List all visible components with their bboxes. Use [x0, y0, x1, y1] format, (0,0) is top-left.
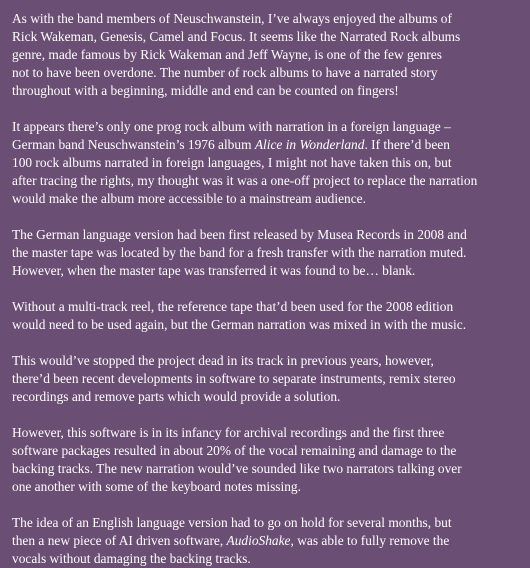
text-segment: would need to be used again, but the German narration was mixed in with the music. [12, 317, 467, 332]
text-segment: German band Neuschwanstein’s 1976 album [12, 137, 255, 152]
text-segment: It appears there’s only one prog rock album with narration in a foreign language – [12, 119, 451, 134]
text-line [12, 514, 520, 532]
text-line [12, 190, 520, 208]
text-segment: The German language version had been first released by Musea Records in 2008 and [12, 227, 467, 242]
italic-title: Alice in Wonderland [254, 137, 365, 152]
text-segment: the master tape was located by the band for a fresh transfer with the narration muted. [12, 245, 467, 260]
text-line [12, 226, 520, 244]
paragraph [12, 226, 520, 280]
text-line [12, 82, 520, 100]
text-line [12, 370, 520, 388]
text-line [12, 478, 520, 496]
paragraph [12, 514, 520, 568]
text-segment: As with the band members of Neuschwanstein, I’ve always enjoyed the albums of [12, 11, 452, 26]
text-segment: vocals without damaging the backing tracks. [12, 551, 251, 566]
text-segment: , was able to fully remove the [290, 533, 450, 548]
text-segment: Rick Wakeman, Genesis, Camel and Focus. It seems like the Narrated Rock albums [12, 29, 461, 44]
text-segment: then a new piece of AI driven software, [12, 533, 227, 548]
text-segment: throughout with a beginning, middle and end can be counted on fingers! [12, 83, 399, 98]
paragraph [12, 298, 520, 334]
text-line [12, 64, 520, 82]
text-line [12, 244, 520, 262]
text-segment: This would’ve stopped the project dead in its track in previous years, however, [12, 353, 434, 368]
text-line [12, 532, 520, 550]
text-line [12, 154, 520, 172]
text-line [12, 262, 520, 280]
text-segment: The idea of an English language version had to go on hold for several months, but [12, 515, 452, 530]
text-line [12, 316, 520, 334]
paragraph [12, 10, 520, 100]
text-line [12, 388, 520, 406]
text-segment: not to have been overdone. The number of rock albums to have a narrated story [12, 65, 438, 80]
italic-title: AudioShake [226, 533, 291, 548]
text-segment: However, when the master tape was transferred it was found to be… blank. [12, 263, 416, 278]
text-segment: However, this software is in its infancy for archival recordings and the first three [12, 425, 445, 440]
paragraph [12, 424, 520, 496]
text-line [12, 172, 520, 190]
text-segment: there’d been recent developments in software to separate instruments, remix stereo [12, 371, 456, 386]
text-line [12, 136, 520, 154]
text-line [12, 550, 520, 568]
text-line [12, 46, 520, 64]
text-line [12, 442, 520, 460]
text-segment: genre, made famous by Rick Wakeman and Jeff Wayne, is one of the few genres [12, 47, 442, 62]
text-line [12, 10, 520, 28]
paragraph [12, 118, 520, 208]
text-line [12, 298, 520, 316]
paragraph [12, 352, 520, 406]
text-segment: backing tracks. The new narration would’ve sounded like two narrators talking over [12, 461, 462, 476]
text-segment: Without a multi-track reel, the reference tape that’d been used for the 2008 edition [12, 299, 454, 314]
text-segment: would make the album more accessible to a mainstream audience. [12, 191, 366, 206]
text-line [12, 424, 520, 442]
text-segment: recordings and remove parts which would provide a solution. [12, 389, 341, 404]
text-segment: 100 rock albums narrated in foreign languages, I might not have taken this on, but [12, 155, 452, 170]
text-segment: after tracing the rights, my thought was it was a one-off project to replace the narration [12, 173, 478, 188]
text-segment: one another with some of the keyboard notes missing. [12, 479, 301, 494]
text-line [12, 460, 520, 478]
text-line [12, 118, 520, 136]
text-line [12, 352, 520, 370]
text-line [12, 28, 520, 46]
text-segment: software packages resulted in about 20% of the vocal remaining and damage to the [12, 443, 457, 458]
text-segment: . If there’d been [364, 137, 450, 152]
